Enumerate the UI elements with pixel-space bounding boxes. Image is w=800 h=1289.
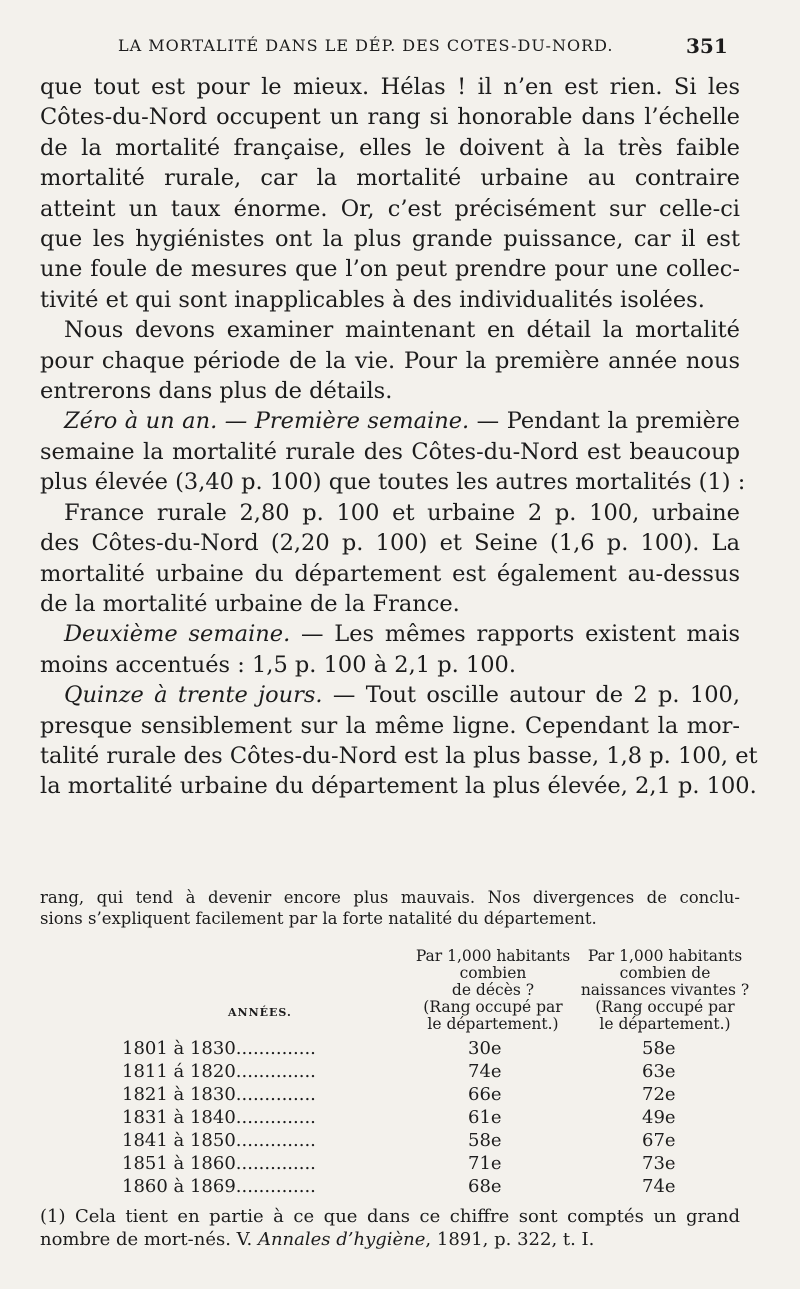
page-number: 351 xyxy=(686,34,728,58)
text-line xyxy=(40,406,740,436)
column-header-births xyxy=(580,948,750,1033)
running-header xyxy=(0,34,800,64)
body-text xyxy=(40,72,758,802)
footnote-line xyxy=(40,1228,740,1251)
header-line: le département.) xyxy=(427,1015,559,1033)
text-line: talité rurale des Côtes-du-Nord est la plus basse, 1,8 p. 100, et xyxy=(40,742,758,769)
years-cell: 1811 á 1820.............. xyxy=(122,1061,316,1082)
header-line: Par 1,000 habitants xyxy=(415,947,571,965)
text-line: Côtes-du-Nord occupent un rang si honorable dans l’échelle xyxy=(40,104,740,131)
note-continuation xyxy=(40,887,740,929)
text-line: tivité et qui sont inapplicables à des individualités isolées. xyxy=(40,286,705,313)
years-cell: 1860 à 1869.............. xyxy=(122,1176,316,1197)
column-header-years: ANNÉES. xyxy=(228,1006,292,1019)
header-line: (Rang occupé par xyxy=(423,998,563,1016)
text-line: de la mortalité française, elles le doivent à la très faible xyxy=(40,134,740,161)
text-line: mortalité rurale, car la mortalité urbaine au contraire xyxy=(40,165,740,192)
header-line: de décès ? xyxy=(451,981,535,999)
text-line: pour chaque période de la vie. Pour la première année nous xyxy=(40,347,740,374)
text-line xyxy=(40,619,740,649)
text-line: presque sensiblement sur la même ligne. Cependant la mor- xyxy=(40,712,740,739)
deaths-rank-cell: 68e xyxy=(468,1176,502,1197)
text-line: de la mortalité urbaine de la France. xyxy=(40,590,460,617)
header-line: combien xyxy=(459,964,527,982)
section-heading: Quinze à trente jours. xyxy=(64,682,323,709)
table-row xyxy=(0,1176,800,1202)
births-rank-cell: 72e xyxy=(642,1084,676,1105)
text-line: Nous devons examiner maintenant en détail la mortalité xyxy=(64,317,740,344)
journal-title: Annales d’hygiène xyxy=(257,1229,426,1250)
text-line: semaine la mortalité rurale des Côtes-du-Nord est beaucoup xyxy=(40,438,740,465)
deaths-rank-cell: 74e xyxy=(468,1061,502,1082)
header-line: (Rang occupé par xyxy=(595,998,735,1016)
text-line: rang, qui tend à devenir encore plus mauvais. Nos divergences de conclu- xyxy=(40,888,740,907)
years-cell: 1821 à 1830.............. xyxy=(122,1084,316,1105)
text-line: France rurale 2,80 p. 100 et urbaine 2 p. 100, urbaine xyxy=(64,499,740,526)
text-line xyxy=(40,680,740,710)
births-rank-cell: 58e xyxy=(642,1038,676,1059)
years-cell: 1841 à 1850.............. xyxy=(122,1130,316,1151)
footnote-line: (1) Cela tient en partie à ce que dans ce chiffre sont comptés un grand xyxy=(40,1206,740,1227)
years-cell: 1831 à 1840.............. xyxy=(122,1107,316,1128)
deaths-rank-cell: 30e xyxy=(468,1038,502,1059)
header-line: Par 1,000 habitants xyxy=(587,947,743,965)
text-line: atteint un taux énorme. Or, c’est précisément sur celle-ci xyxy=(40,195,740,222)
deaths-rank-cell: 58e xyxy=(468,1130,502,1151)
text-run: — Tout oscille autour de 2 p. 100, xyxy=(322,682,740,709)
text-line: plus élevée (3,40 p. 100) que toutes les autres mortalités (1) : xyxy=(40,469,746,496)
text-run: — Pendant la première xyxy=(469,408,740,435)
text-run: — Les mêmes rapports existent mais xyxy=(290,621,740,648)
text-line: la mortalité urbaine du département la plus élevée, 2,1 p. 100. xyxy=(40,773,757,800)
text-line: entrerons dans plus de détails. xyxy=(40,378,393,405)
births-rank-cell: 63e xyxy=(642,1061,676,1082)
text-line: mortalité urbaine du département est également au-dessus xyxy=(40,560,740,587)
section-heading: Deuxième semaine. xyxy=(64,621,291,648)
column-header-deaths xyxy=(408,948,578,1033)
births-rank-cell: 67e xyxy=(642,1130,676,1151)
years-cell: 1801 à 1830.............. xyxy=(122,1038,316,1059)
header-line: le département.) xyxy=(599,1015,731,1033)
text-line: une foule de mesures que l’on peut prendre pour une collec- xyxy=(40,256,740,283)
header-title: LA MORTALITÉ DANS LE DÉP. DES COTES-DU-NORD. xyxy=(118,36,614,55)
text-line: que les hygiénistes ont la plus grande puissance, car il est xyxy=(40,226,740,253)
years-cell: 1851 à 1860.............. xyxy=(122,1153,316,1174)
births-rank-cell: 49e xyxy=(642,1107,676,1128)
deaths-rank-cell: 71e xyxy=(468,1153,502,1174)
text-line: moins accentués : 1,5 p. 100 à 2,1 p. 100. xyxy=(40,651,517,678)
table-header xyxy=(0,944,800,1036)
text-line: des Côtes-du-Nord (2,20 p. 100) et Seine (1,6 p. 100). La xyxy=(40,530,740,557)
text-line: sions s’expliquent facilement par la forte natalité du département. xyxy=(40,909,597,928)
section-heading: Zéro à un an. — Première semaine. xyxy=(64,408,470,435)
births-rank-cell: 73e xyxy=(642,1153,676,1174)
header-line: naissances vivantes ? xyxy=(580,981,750,999)
footnote xyxy=(40,1205,740,1251)
text-run: nombre de mort-nés. V. xyxy=(40,1229,258,1250)
deaths-rank-cell: 61e xyxy=(468,1107,502,1128)
text-run: , 1891, p. 322, t. I. xyxy=(425,1229,595,1250)
births-rank-cell: 74e xyxy=(642,1176,676,1197)
deaths-rank-cell: 66e xyxy=(468,1084,502,1105)
header-line: combien de xyxy=(619,964,711,982)
text-line: que tout est pour le mieux. Hélas ! il n’en est rien. Si les xyxy=(40,74,740,100)
